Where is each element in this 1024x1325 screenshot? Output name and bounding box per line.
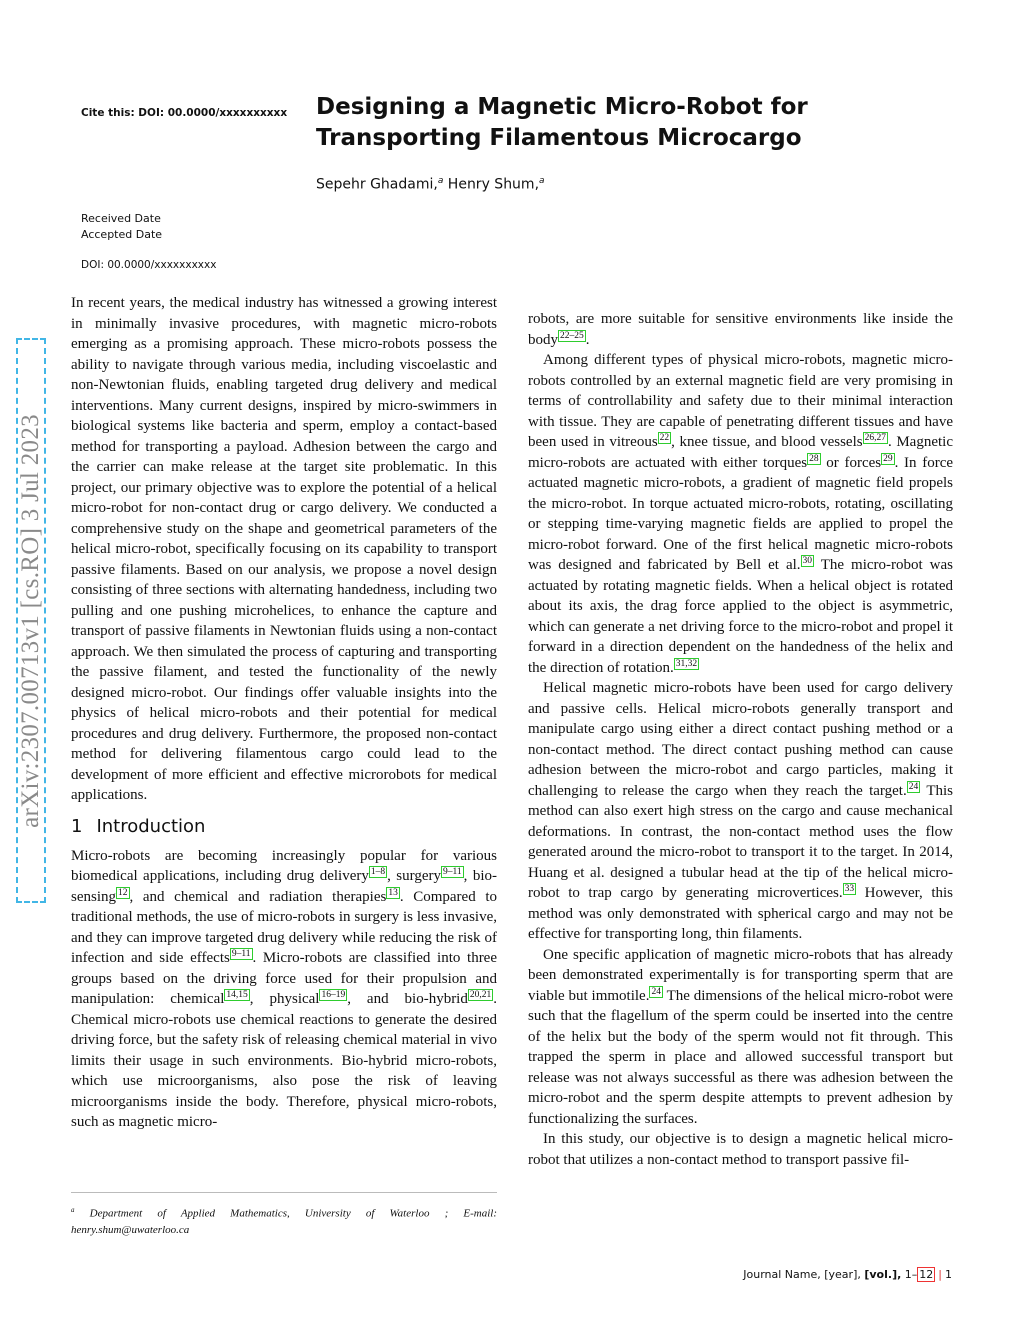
footer-page-number: 1: [945, 1268, 952, 1281]
footer-journal: Journal Name, [year],: [743, 1268, 865, 1281]
submission-dates: [81, 211, 162, 243]
text-run: . Chemical micro-robots use chemical reactions to generate the desired driving force, but the safety risk of releasing chemical material in vivo limits their usage in such environments. Bio-hybrid micro-robots, which use microorganisms, also pose the risk of leaving microorganisms inside the body. Therefore, physical micro-robots, such as magnetic micro-: [71, 991, 497, 1130]
text-run: or forces: [820, 454, 882, 471]
affiliation-footnote: [71, 1202, 497, 1238]
author-affiliation-marker: a: [539, 176, 545, 186]
footnote-marker: a: [71, 1206, 75, 1214]
text-run: , knee tissue, and blood vessels: [671, 434, 863, 450]
text-run: However, this method was only demonstrated with spherical cargo and may not be effective for transporting long, thin filaments.: [528, 885, 953, 942]
footer-separator: |: [938, 1268, 942, 1281]
citation-link[interactable]: 12: [118, 887, 128, 898]
footer-last-page-link[interactable]: 12: [919, 1268, 934, 1281]
text-run: . Micro-robots are classified into three groups based on the driving force used for their propulsion and manipulation: chemical: [71, 950, 498, 1007]
citation-link[interactable]: 29: [883, 453, 893, 464]
arxiv-identifier-text: arXiv:2307.00713v1 [cs.RO] 3 Jul 2023: [17, 413, 44, 828]
section-title: Introduction: [96, 815, 206, 837]
text-run: . Magnetic micro-robots are actuated with either torques: [528, 434, 953, 471]
left-column: [71, 293, 497, 1133]
citation-link[interactable]: 28: [809, 453, 819, 464]
page-footer: [743, 1268, 952, 1281]
citation-link[interactable]: 9–11: [443, 867, 462, 877]
text-run: , bio-sensing: [71, 868, 497, 905]
footer-pages-prefix: 1–: [901, 1268, 918, 1281]
text-run: This method can also exert high stress on the cargo and cause mechanical deformations. In contrast, the non-contact method uses the flow generated around the micro-robot to transport it to the target. In 2014, Huang et al. designed a tubular head at the tip of the helical micro-robot to trap cargo by generating microvertices.: [528, 782, 954, 901]
citation-link[interactable]: 31,32: [675, 658, 698, 669]
received-date: Received Date: [81, 212, 161, 225]
body-paragraph: [528, 1129, 953, 1170]
text-run: Among different types of physical micro-robots, magnetic micro-robots controlled by an external magnetic field are very promising in terms of controllability and safety due to their minimal interaction with tissue. They are capable of penetrating different tissues and have been used in vitreous: [528, 352, 953, 450]
text-run: robots, are more suitable for sensitive environments like inside the body: [528, 311, 953, 348]
text-run: Helical magnetic micro-robots have been used for cargo delivery and passive cells. Helical micro-robots generally transport and manipulate cargo using either a direct contact pushing method or a non-contact method. The direct contact pushing method can cause adhesion between the micro-robot and cargo particles, making it challenging to release the cargo when they reach the target.: [528, 680, 953, 799]
citation-link[interactable]: 22–25: [560, 330, 584, 341]
citation-link[interactable]: 33: [844, 884, 855, 894]
text-run: , and bio-hybrid: [347, 991, 468, 1007]
text-run: The dimensions of the helical micro-robot were such that the flagellum of the sperm could be inserted into the centre of the helix but the body of the sperm would not fit through. This trapped the sperm in place and allowed successful transport but release was not always successful as there was adhesion between the micro-robot and the sperm despite attempts to prevent adhesion by functionalizing the surfaces.: [528, 987, 954, 1127]
citation-link[interactable]: 13: [388, 887, 398, 898]
section-number: 1: [71, 815, 83, 837]
body-paragraph: [528, 945, 953, 1130]
citation-link[interactable]: 9–11: [231, 949, 251, 959]
footnote-divider: [71, 1192, 497, 1193]
section-heading-introduction: [71, 816, 497, 838]
abstract-paragraph: In recent years, the medical industry has witnessed a growing interest in minimally invasive procedures, with magnetic micro-robots emerging as a promising approach. These micro-robots possess the ability to navigate through various media, including viscoelastic and non-Newtonian fluids, enabling targeted drug delivery and medical interventions. Many current designs, inspired by micro-swimmers in biological systems like bacteria and sperm, employ a contact-based method for transporting a payload. Adhesion between the cargo and the carrier can make release at the target site problematic. In this project, our primary objective was to explore the potential of a helical micro-robot for non-contact drug or cargo delivery. We conducted a comprehensive study on the shape and geometrical parameters of the helical micro-robot, specifically focusing on its capability to transport passive filaments. Based on our analysis, we propose a novel design consisting of three sections with alternating handedness, including two pulling and one pushing microhelices, to enhance the capture and transport of passive filaments in Newtonian fluids using a non-contact approach. We then simulated the process of capturing and transporting the passive filament, and tested the functionality of the newly designed micro-robot. Our findings offer valuable insights into the physics of helical micro-robots and their potential for medical procedures and drug delivery. Furthermore, the proposed non-contact method for delivering filamentous cargo could lead to the development of more efficient and effective microrobots for medical applications.: [71, 295, 497, 803]
text-run: , surgery: [387, 868, 441, 884]
paper-title: Designing a Magnetic Micro-Robot for Transporting Filamentous Microcargo: [316, 94, 808, 151]
arxiv-identifier-stamp: [16, 338, 46, 903]
right-column: [528, 309, 953, 1170]
doi-line: DOI: 00.0000/xxxxxxxxxx: [81, 259, 217, 271]
citation-link[interactable]: 16–19: [321, 990, 346, 1000]
accepted-date: Accepted Date: [81, 228, 163, 241]
citation-link[interactable]: 24: [651, 986, 661, 997]
author-name: Sepehr Ghadami,: [316, 176, 438, 193]
text-run: Micro-robots are becoming increasingly popular for various biomedical applications, including drug delivery: [71, 847, 497, 884]
citation-link[interactable]: 20,21: [469, 990, 492, 1000]
footnote-text: Department of Applied Mathematics, University of Waterloo ; E-mail: henry.shum@uwaterloo.ca: [71, 1207, 497, 1236]
text-run: One specific application of magnetic micro-robots that has already been demonstrated experimentally is for transporting sperm that are viable but immotile.: [528, 946, 953, 1004]
citation-link[interactable]: 1–8: [370, 867, 386, 877]
body-paragraph: [528, 309, 953, 350]
footer-volume: [vol.],: [864, 1268, 902, 1281]
author-name: Henry Shum,: [447, 176, 540, 193]
body-paragraph: [528, 678, 953, 945]
author-list: [316, 176, 545, 193]
cite-this-doi: Cite this: DOI: 00.0000/xxxxxxxxxx: [81, 107, 288, 119]
text-run: . In force actuated magnetic micro-robots, a gradient of magnetic field propels the micro-robot. In torque actuated micro-robots, rotating, oscillating or stepping time-varying magnetic fields are applied to propel the micro-robot forward. One of the first helical magnetic micro-robots was designed and fabricated by Bell et al.: [528, 454, 954, 573]
body-paragraph: [528, 350, 953, 678]
citation-link[interactable]: 24: [908, 781, 919, 792]
text-run: . Compared to traditional methods, the use of micro-robots in surgery is less invasive, and they can improve targeted drug delivery while reducing the risk of infection and side effects: [71, 888, 497, 966]
citation-link[interactable]: 26,27: [864, 433, 886, 443]
author-affiliation-marker: a: [437, 176, 444, 186]
citation-link[interactable]: 14,15: [226, 990, 248, 1000]
citation-link[interactable]: 30: [802, 556, 813, 566]
text-run: , physical: [249, 991, 320, 1007]
citation-link[interactable]: 22: [659, 433, 670, 443]
text-run: , and chemical and radiation therapies: [129, 888, 387, 905]
text-run: The micro-robot was actuated by rotating magnetic fields. When a helical object is rotated about its axis, the drag force applied to the object is asymmetric, which can generate a net driving force to the micro-robot and propel it forward in a direction dependent on the handedness of the helix and the direction of rotation.: [528, 557, 953, 676]
text-run: In this study, our objective is to design a magnetic helical micro-robot that utilizes a non-contact method to transport passive fil-: [528, 1131, 953, 1168]
intro-paragraph: [71, 846, 497, 1133]
text-run: .: [585, 331, 590, 348]
